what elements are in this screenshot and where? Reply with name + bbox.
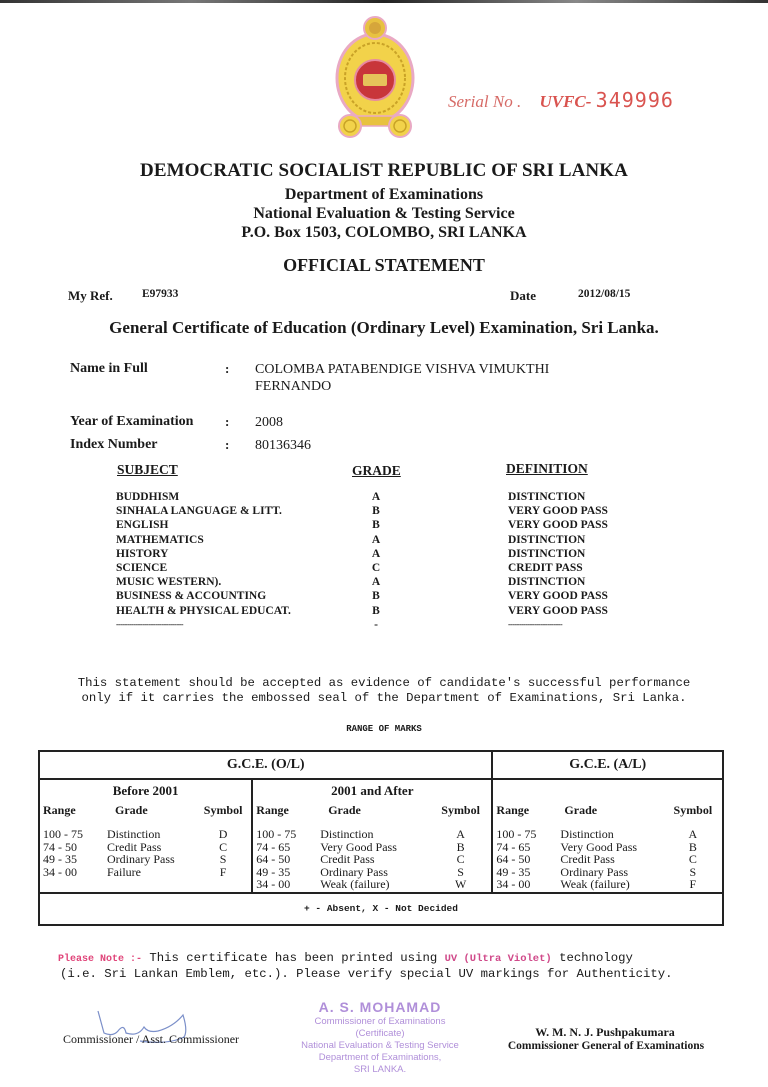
subject-cell: MATHEMATICS — [116, 533, 204, 546]
table-row — [494, 853, 721, 866]
range-cell: 49 - 35 — [496, 864, 531, 879]
right-signatory-title: Commissioner General of Examinations — [507, 1040, 705, 1052]
range-cell: 74 - 50 — [43, 839, 77, 854]
subject-cell: MUSIC WESTERN). — [116, 576, 222, 589]
page-title: OFFICIAL STATEMENT — [283, 255, 485, 275]
name-value-line2: FERNANDO — [255, 379, 332, 394]
grade-cell: Ordinary Pass — [107, 852, 175, 866]
service-heading: National Evaluation & Testing Service — [253, 205, 515, 222]
serial-value: 349996 — [595, 88, 674, 112]
sri-lanka-emblem-icon — [325, 8, 425, 148]
year-value: 2008 — [255, 415, 283, 430]
range-cell: 100 - 75 — [256, 827, 297, 841]
grade-header: GRADE — [352, 463, 401, 478]
definition-cell: CREDIT PASS — [508, 562, 583, 575]
seal-name: A. S. MOHAMAD — [318, 999, 442, 1015]
symbol-cell: C — [219, 839, 228, 854]
range-cell: 34 - 00 — [496, 877, 531, 891]
definition-cell: DISTINCTION — [508, 533, 586, 546]
grade-cell: Ordinary Pass — [320, 864, 388, 879]
uv-note-highlight: UV (Ultra Violet) — [444, 953, 552, 965]
symbol-cell: C — [456, 852, 465, 866]
grade-cell: A — [371, 491, 381, 503]
right-signatory-name: W. M. N. J. Pushpakumara — [535, 1025, 675, 1039]
grade-cell: Distinction — [107, 827, 161, 841]
seal-line2: (Certificate) — [355, 1028, 405, 1039]
subject-cell: HISTORY — [116, 547, 169, 560]
grade-cell: Distinction — [560, 827, 614, 841]
uv-note-line1 — [58, 951, 633, 967]
grade-cell: Very Good Pass — [320, 839, 397, 854]
range-cell: 74 - 65 — [496, 839, 531, 854]
col-symbol: Symbol — [673, 803, 713, 817]
grade-footer: - — [374, 618, 378, 631]
grade-column — [366, 490, 386, 632]
symbol-cell: B — [456, 839, 465, 854]
col-range: Range — [496, 803, 530, 817]
col-symbol: Symbol — [203, 803, 243, 817]
col-symbol: Symbol — [441, 803, 480, 817]
definition-cell: DISTINCTION — [508, 576, 586, 589]
definition-footer: ------------------------- — [508, 619, 563, 629]
subject-column — [116, 490, 376, 632]
grade-cell: Credit Pass — [320, 852, 375, 866]
range-cell: 64 - 50 — [256, 852, 291, 866]
seal-line1: Commissioner of Examinations — [314, 1016, 446, 1027]
table-row — [494, 878, 721, 891]
table-row — [41, 866, 250, 879]
grade-cell: B — [372, 519, 380, 532]
name-colon: : — [225, 361, 230, 376]
scan-edge — [0, 0, 768, 3]
definition-column — [508, 490, 708, 632]
symbol-cell: F — [219, 864, 227, 879]
definition-cell: VERY GOOD PASS — [508, 604, 608, 617]
symbol-cell: S — [689, 864, 697, 879]
table-row — [41, 828, 250, 841]
grade-cell: Credit Pass — [107, 839, 162, 854]
symbol-cell: S — [457, 864, 464, 879]
range-of-marks-title: RANGE OF MARKS — [346, 724, 422, 734]
uv-note-text2: technology — [559, 951, 633, 965]
uv-note-text1: This certificate has been printed using — [149, 951, 438, 965]
symbol-cell: D — [218, 827, 228, 841]
date-label: Date — [510, 288, 536, 303]
symbol-cell: S — [219, 852, 227, 866]
statement-line1: This statement should be accepted as evidence of candidate's successful performance — [77, 676, 691, 690]
seal-line4: Department of Examinations, — [318, 1052, 442, 1063]
subject-cell: HEALTH & PHYSICAL EDUCAT. — [116, 604, 291, 617]
symbol-cell: W — [454, 877, 467, 891]
table-row — [494, 828, 721, 841]
col-grade: Grade — [564, 803, 598, 817]
col-range: Range — [43, 803, 76, 817]
after-2001-cell — [252, 779, 492, 893]
serial-number — [448, 88, 674, 112]
range-cell: 49 - 35 — [256, 864, 291, 879]
range-cell: 100 - 75 — [496, 827, 537, 841]
subject-cell: SINHALA LANGUAGE & LITT. — [116, 505, 282, 518]
symbol-cell: C — [688, 852, 697, 866]
serial-prefix: UVFC- — [539, 92, 592, 111]
grade-cell: Very Good Pass — [560, 839, 638, 854]
department-heading: Department of Examinations — [284, 186, 484, 203]
left-signatory-title: Commissioner / Asst. Commissioner — [63, 1032, 240, 1046]
table-row — [254, 853, 490, 866]
al-cell — [492, 779, 723, 893]
statement-line2: only if it carries the embossed seal of the Department of Examinations, Sri Lanka. — [81, 691, 687, 705]
name-value-line1: COLOMBA PATABENDIGE VISHVA VIMUKTHI — [255, 362, 550, 377]
grade-cell: B — [372, 590, 380, 603]
range-of-marks-table — [38, 750, 724, 926]
subject-footer: ------------------------------- — [116, 619, 184, 629]
my-ref-value: E97933 — [142, 288, 179, 300]
grade-cell: Weak (failure) — [320, 877, 390, 891]
my-ref-label: My Ref. — [68, 288, 113, 303]
ol-caption: G.C.E. (O/L) — [39, 751, 492, 779]
uv-note-label: Please Note :- — [58, 954, 143, 965]
table-row — [254, 878, 490, 891]
serial-label: Serial No . — [448, 92, 522, 111]
definition-cell: VERY GOOD PASS — [508, 519, 608, 532]
grade-cell: Weak (failure) — [560, 877, 630, 891]
commissioner-seal — [280, 999, 480, 1076]
grade-cell: B — [372, 604, 380, 617]
date-value: 2012/08/15 — [578, 288, 631, 300]
subject-cell: BUDDHISM — [116, 491, 180, 503]
symbol-cell: A — [688, 827, 698, 841]
col-range: Range — [256, 803, 289, 817]
col-grade: Grade — [328, 803, 361, 817]
definition-cell: VERY GOOD PASS — [508, 590, 608, 603]
seal-line5: SRI LANKA. — [353, 1064, 407, 1075]
definition-cell: VERY GOOD PASS — [508, 505, 608, 518]
range-cell: 100 - 75 — [43, 827, 83, 841]
index-colon: : — [225, 437, 230, 452]
grade-cell: C — [371, 562, 381, 575]
range-cell: 74 - 65 — [256, 839, 291, 854]
range-cell: 34 - 00 — [256, 877, 291, 891]
name-label: Name in Full — [70, 361, 148, 376]
range-cell: 49 - 35 — [43, 852, 77, 866]
definition-cell: DISTINCTION — [508, 547, 586, 560]
range-cell: 64 - 50 — [496, 852, 531, 866]
grade-cell: B — [372, 505, 380, 518]
country-heading: DEMOCRATIC SOCIALIST REPUBLIC OF SRI LANKA — [140, 160, 628, 181]
grade-cell: A — [371, 533, 381, 546]
subject-cell: BUSINESS & ACCOUNTING — [116, 590, 267, 603]
grade-cell: Ordinary Pass — [560, 864, 629, 879]
index-label: Index Number — [70, 437, 158, 452]
symbol-cell: A — [456, 827, 465, 841]
table-row — [41, 853, 250, 866]
before-2001-cell — [39, 779, 252, 893]
address-heading: P.O. Box 1503, COLOMBO, SRI LANKA — [241, 224, 527, 241]
definition-cell: DISTINCTION — [508, 491, 586, 503]
marks-legend: + - Absent, X - Not Decided — [39, 893, 723, 925]
range-cell: 34 - 00 — [43, 864, 77, 879]
subject-header: SUBJECT — [117, 462, 178, 477]
grade-cell: Distinction — [320, 827, 374, 841]
symbol-cell: F — [689, 877, 697, 891]
year-label: Year of Examination — [70, 414, 194, 429]
grade-cell: Failure — [107, 864, 141, 879]
grade-cell: A — [371, 576, 381, 589]
exam-title: General Certificate of Education (Ordinary Level) Examination, Sri Lanka. — [109, 318, 659, 337]
seal-line3: National Evaluation & Testing Service — [301, 1040, 459, 1051]
uv-note-line2: (i.e. Sri Lankan Emblem, etc.). Please verify special UV markings for Authenticity. — [60, 967, 673, 981]
table-row — [254, 828, 490, 841]
subject-cell: SCIENCE — [116, 562, 168, 575]
grade-cell: A — [371, 547, 381, 560]
symbol-cell: B — [688, 839, 697, 854]
grade-cell: Credit Pass — [560, 852, 615, 866]
definition-header: DEFINITION — [506, 461, 588, 476]
index-value: 80136346 — [255, 438, 311, 453]
after-2001-caption: 2001 and After — [331, 783, 414, 798]
year-colon: : — [225, 414, 230, 429]
subject-cell: ENGLISH — [116, 519, 169, 532]
al-caption: G.C.E. (A/L) — [492, 751, 723, 779]
col-grade: Grade — [115, 803, 148, 817]
before-2001-caption: Before 2001 — [112, 783, 179, 798]
